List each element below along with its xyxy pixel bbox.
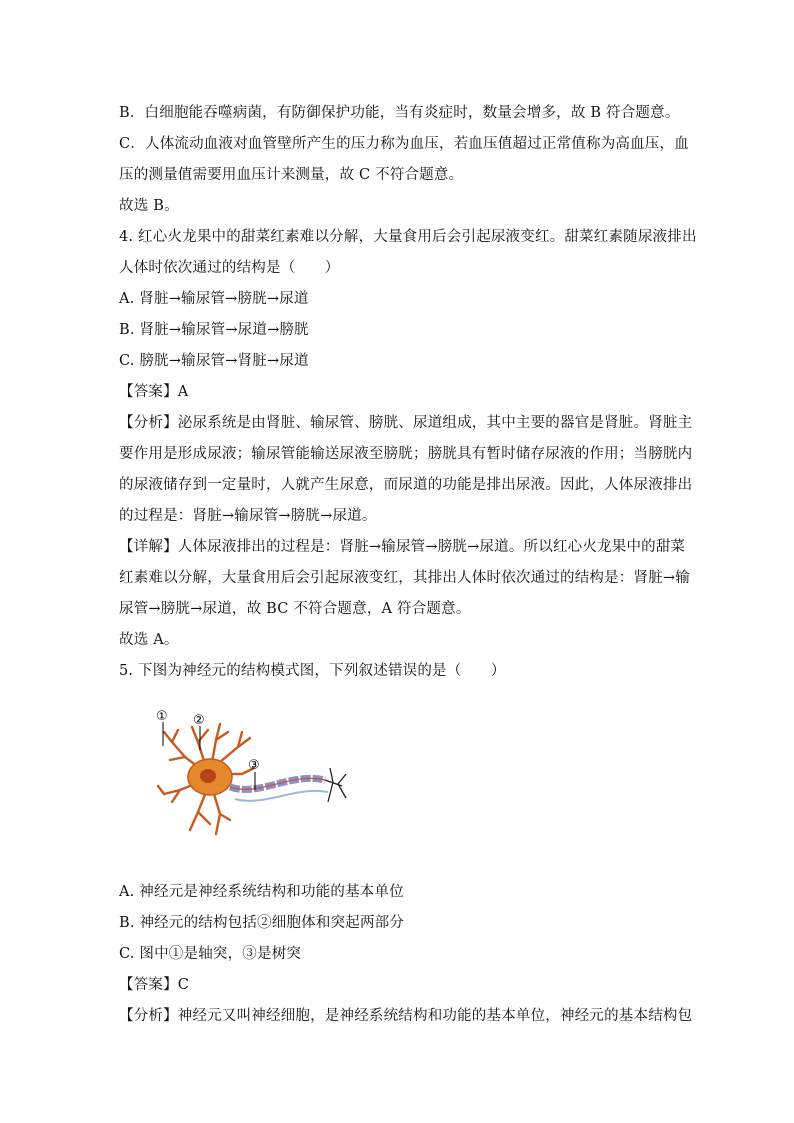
text-line: C．人体流动血液对血管壁所产生的压力称为血压，若血压值超过正常值称为高血压，血 bbox=[119, 136, 689, 152]
detail-text: 尿管→膀胱→尿道，故 BC 不符合题意，A 符合题意。 bbox=[119, 601, 471, 617]
question-5-stem: 5. 下图为神经元的结构模式图，下列叙述错误的是（ ） bbox=[119, 663, 506, 679]
axon-terminal bbox=[325, 768, 346, 802]
neuron-diagram bbox=[150, 702, 360, 847]
option-c: C. 图中①是轴突，③是树突 bbox=[119, 946, 302, 962]
label-2: ② bbox=[193, 713, 205, 728]
option-b: B. 肾脏→输尿管→尿道→膀胱 bbox=[119, 322, 309, 338]
answer-label: 【答案】C bbox=[119, 977, 190, 993]
detail-text: 红素难以分解，大量食用后会引起尿液变红，其排出人体时依次通过的结构是：肾脏→输 bbox=[119, 570, 690, 586]
option-a: A. 肾脏→输尿管→膀胱→尿道 bbox=[119, 291, 309, 307]
analysis-text: 【分析】泌尿系统是由肾脏、输尿管、膀胱、尿道组成，其中主要的器官是肾脏。肾脏主 bbox=[119, 415, 693, 431]
label-3: ③ bbox=[248, 758, 260, 773]
analysis-text: 要作用是形成尿液；输尿管能输送尿液至膀胱；膀胱具有暂时储存尿液的作用；当膀胱内 bbox=[119, 446, 693, 462]
analysis-text: 的过程是：肾脏→输尿管→膀胱→尿道。 bbox=[119, 508, 377, 524]
text-line: B．白细胞能吞噬病菌，有防御保护功能，当有炎症时，数量会增多，故 B 符合题意。 bbox=[119, 105, 680, 121]
nucleus bbox=[200, 769, 216, 783]
text-line: 故选 B。 bbox=[119, 198, 179, 214]
analysis-text: 【分析】神经元又叫神经细胞，是神经系统结构和功能的基本单位，神经元的基本结构包 bbox=[119, 1008, 693, 1024]
text-line: 故选 A。 bbox=[119, 632, 179, 648]
answer-label: 【答案】A bbox=[119, 384, 189, 400]
label-1: ① bbox=[156, 709, 168, 724]
question-4-stem: 人体时依次通过的结构是（ ） bbox=[119, 260, 340, 276]
option-b: B. 神经元的结构包括②细胞体和突起两部分 bbox=[119, 915, 405, 931]
option-c: C. 膀胱→输尿管→肾脏→尿道 bbox=[119, 353, 309, 369]
analysis-text: 的尿液储存到一定量时，人就产生尿意，而尿道的功能是排出尿液。因此，人体尿液排出 bbox=[119, 477, 693, 493]
text-line: 压的测量值需要用血压计来测量，故 C 不符合题意。 bbox=[119, 167, 464, 183]
question-4-stem: 4. 红心火龙果中的甜菜红素难以分解，大量食用后会引起尿液变红。甜菜红素随尿液排出 bbox=[119, 229, 697, 245]
detail-text: 【详解】人体尿液排出的过程是：肾脏→输尿管→膀胱→尿道。所以红心火龙果中的甜菜 bbox=[119, 539, 686, 555]
option-a: A. 神经元是神经系统结构和功能的基本单位 bbox=[119, 884, 404, 900]
